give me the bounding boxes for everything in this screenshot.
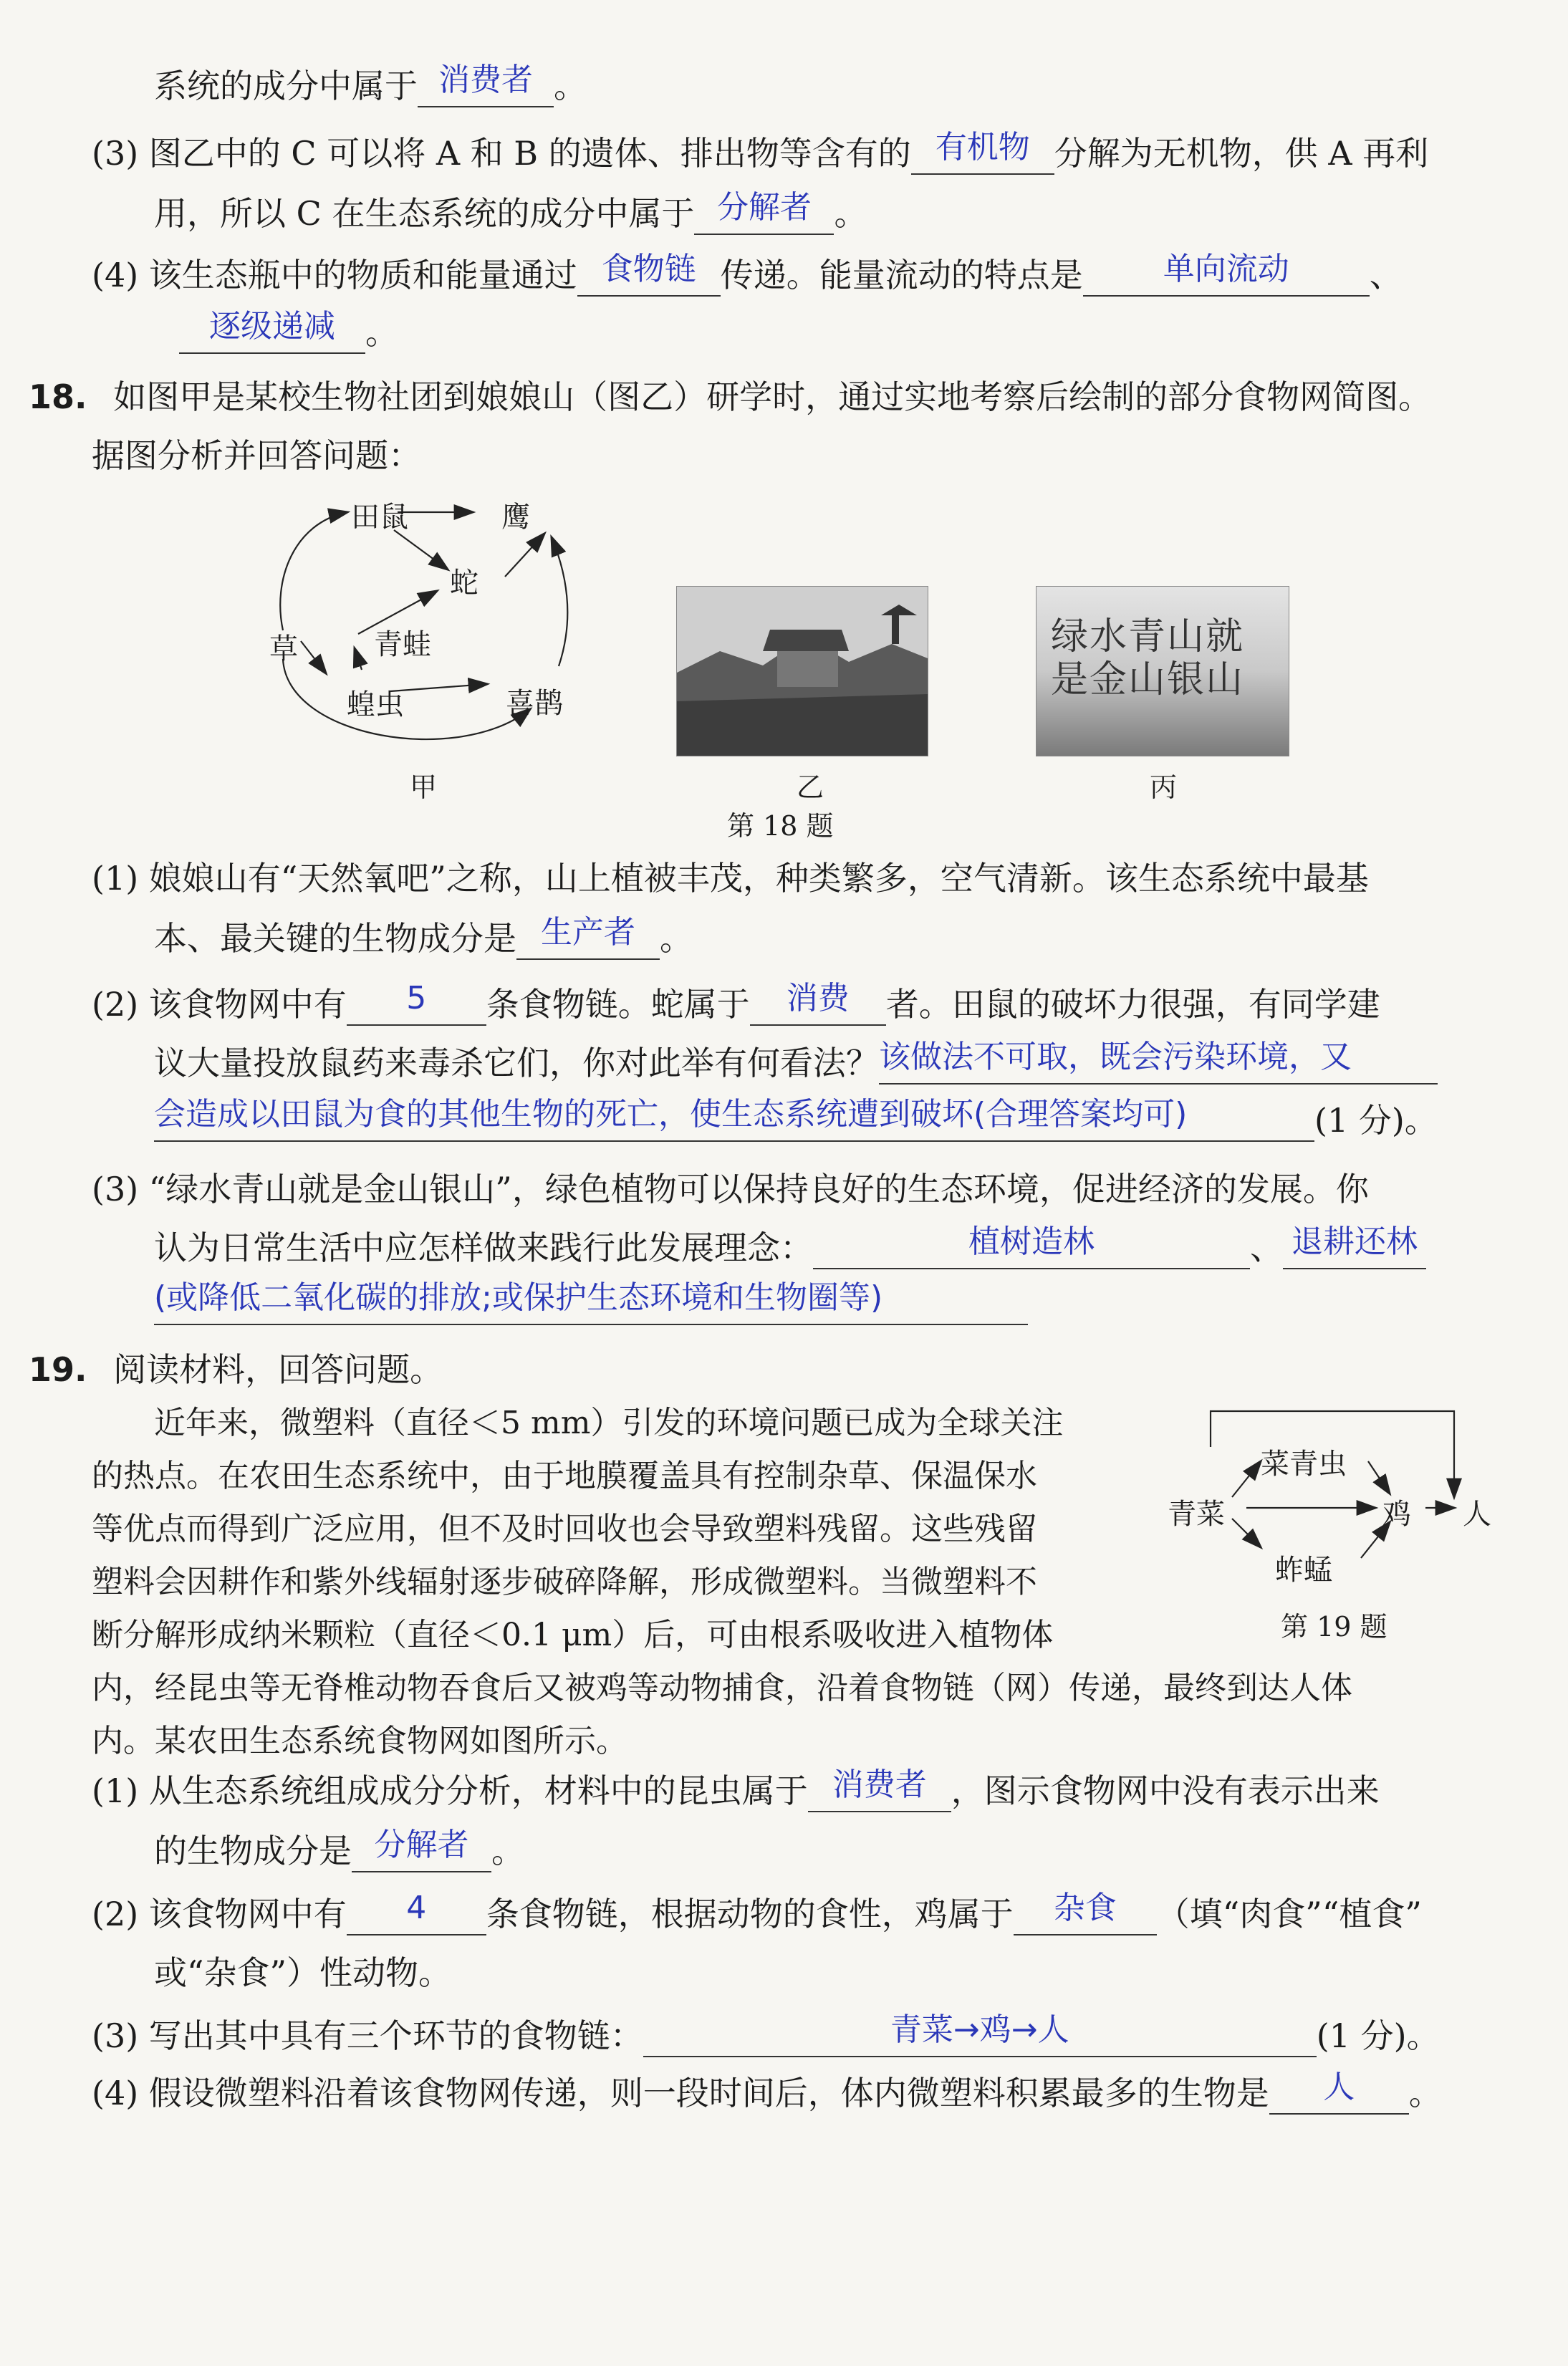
answer-blank[interactable]: 逐级递减: [179, 315, 365, 354]
answer-blank[interactable]: 消费者: [808, 1774, 951, 1812]
answer-blank[interactable]: 退耕还林: [1283, 1231, 1426, 1269]
figure-label-yi: 乙: [797, 771, 824, 803]
material-line: 塑料会因耕作和紫外线辐射逐步破碎降解，形成微塑料。当微塑料不: [92, 1564, 1037, 1600]
answer-blank[interactable]: 人: [1269, 2076, 1409, 2115]
q18-part2-line1: (2) 该食物网中有 5 条食物链。蛇属于 消费 者。田鼠的破坏力很强，有同学建: [92, 983, 1380, 1026]
q19-part4: (4) 假设微塑料沿着该食物网传递，则一段时间后，体内微塑料积累最多的生物是 人 。: [92, 2072, 1442, 2115]
arrow-xique-ying: [552, 537, 567, 666]
answer-blank[interactable]: 消费者: [418, 69, 554, 107]
material-line: 等优点而得到广泛应用，但不及时回收也会导致塑料残留。这些残留: [92, 1511, 1037, 1547]
photo-niangniang-mountain: [676, 586, 928, 756]
arrow-she-ying: [505, 534, 544, 577]
material-line: 的热点。在农田生态系统中，由于地膜覆盖具有控制杂草、保温保水: [92, 1458, 1037, 1494]
answer-blank[interactable]: 分解者: [352, 1834, 491, 1872]
arrow-huangchong-qingwa: [355, 648, 362, 670]
arrow-cao-xique: [283, 659, 530, 739]
q18-part1-line1: (1) 娘娘山有“天然氧吧”之称，山上植被丰茂，种类繁多，空气清新。该生态系统中最基: [92, 859, 1369, 898]
arrow-qingcai-caiqingchong: [1232, 1461, 1261, 1497]
slogan-text: 绿水青山就是金山银山: [1051, 615, 1245, 701]
figure-label-bing: 丙: [1150, 771, 1178, 803]
answer-blank[interactable]: 杂食: [1014, 1897, 1157, 1935]
answer-blank[interactable]: (或降低二氧化碳的排放;或保护生态环境和生物圈等): [154, 1287, 1028, 1325]
arrow-cao-huangchong: [301, 641, 326, 673]
q19-part1-line2: 的生物成分是 分解者 。: [154, 1829, 524, 1872]
q18-part3-line2: 认为日常生活中应怎样做来践行此发展理念： 植树造林 、 退耕还林: [154, 1226, 1426, 1269]
organism-label: 菜青虫: [1261, 1448, 1347, 1481]
answer-blank[interactable]: 会造成以田鼠为食的其他生物的死亡，使生态系统遭到破坏(合理答案均可): [154, 1103, 1314, 1142]
q19-part1-line1: (1) 从生态系统组成成分分析，材料中的昆虫属于 消费者 ，图示食物网中没有表示出来: [92, 1769, 1380, 1812]
q17-line4: (4) 该生态瓶中的物质和能量通过 食物链 传递。能量流动的特点是 单向流动 、: [92, 254, 1403, 297]
q19-part3: (3) 写出其中具有三个环节的食物链： 青菜→鸡→人 (1 分)。: [92, 2014, 1440, 2057]
q18-part2-line2: 议大量投放鼠药来毒杀它们，你对此举有何看法？该做法不可取，既会污染环境，又: [154, 1042, 1438, 1085]
arrow-cao-tianshu: [280, 512, 347, 630]
material-line: 内，经昆虫等无脊椎动物吞食后又被鸡等动物捕食，沿着食物链（网）传递，最终到达人体: [92, 1670, 1352, 1706]
q18-intro-line1: 18. 如图甲是某校生物社团到娘娘山（图乙）研学时，通过实地考察后绘制的部分食物网简图。: [29, 377, 1432, 416]
organism-label: 鸡: [1382, 1498, 1411, 1531]
organism-label: 蚱蜢: [1275, 1554, 1332, 1587]
q19-part2-line1: (2) 该食物网中有 4 条食物链，根据动物的食性，鸡属于 杂食 （填“肉食”“植食”: [92, 1893, 1422, 1935]
q18-part2-line3: 会造成以田鼠为食的其他生物的死亡，使生态系统遭到破坏(合理答案均可) (1 分)。: [154, 1099, 1438, 1142]
organism-label: 青菜: [1168, 1498, 1225, 1531]
answer-blank[interactable]: 植树造林: [813, 1231, 1250, 1269]
arrow-caiqingchong-ji: [1368, 1461, 1390, 1494]
answer-blank[interactable]: 生产者: [516, 921, 660, 960]
arrow-tianshu-she: [394, 530, 448, 569]
q18-intro-line2: 据图分析并回答问题：: [92, 436, 421, 475]
q19-intro: 19. 阅读材料，回答问题。: [29, 1350, 443, 1389]
answer-blank[interactable]: 4: [347, 1897, 486, 1935]
q17-line3: 用，所以 C 在生态系统的成分中属于 分解者 。: [154, 192, 867, 235]
material-line: 断分解形成纳米颗粒（直径＜0.1 μm）后，可由根系吸收进入植物体: [92, 1617, 1054, 1653]
photo-green-mountains-slogan: [1036, 586, 1289, 756]
organism-label: 人: [1463, 1498, 1491, 1531]
answer-blank[interactable]: 5: [347, 987, 486, 1026]
answer-blank[interactable]: 单向流动: [1083, 258, 1370, 297]
q19-part2-line2: 或“杂食”）性动物。: [154, 1953, 452, 1992]
answer-blank[interactable]: 食物链: [577, 258, 721, 297]
answer-blank[interactable]: 有机物: [911, 136, 1054, 175]
organism-label: 喜鹊: [506, 687, 563, 720]
material-line: 内。某农田生态系统食物网如图所示。: [92, 1723, 627, 1759]
question-number: 19.: [29, 1350, 87, 1389]
arrow-huangchong-xique: [390, 684, 487, 691]
q18-part3-line3: [154, 1279, 1028, 1325]
organism-label: 蛇: [450, 567, 478, 600]
q18-part3-line1: (3) “绿水青山就是金山银山”，绿色植物可以保持良好的生态环境，促进经济的发展。你: [92, 1170, 1369, 1208]
answer-blank[interactable]: 青菜→鸡→人: [643, 2019, 1317, 2057]
q17-line5: 逐级递减 。: [179, 311, 398, 354]
organism-label: 蝗虫: [347, 688, 404, 721]
q17-line2: (3) 图乙中的 C 可以将 A 和 B 的遗体、排出物等含有的 有机物 分解为无机物，供 A 再利: [92, 132, 1428, 175]
q17-line1: 系统的成分中属于 消费者 。: [154, 64, 587, 107]
figure-caption: 第 19 题: [1281, 1611, 1387, 1643]
organism-label: 田鼠: [351, 501, 408, 534]
answer-blank[interactable]: 分解者: [694, 196, 834, 235]
q18-part1-line2: 本、最关键的生物成分是 生产者 。: [154, 917, 693, 960]
organism-label: 鹰: [501, 501, 530, 534]
organism-label: 青蛙: [374, 628, 431, 661]
organism-label: 草: [269, 633, 298, 665]
arrow-qingcai-zhameng: [1232, 1519, 1261, 1547]
answer-blank[interactable]: 消费: [750, 987, 886, 1026]
question-number: 18.: [29, 377, 87, 416]
answer-blank[interactable]: 该做法不可取，既会污染环境，又: [879, 1046, 1438, 1085]
material-line: 近年来，微塑料（直径＜5 mm）引发的环境问题已成为全球关注: [154, 1405, 1064, 1441]
figure-caption: 第 18 题: [727, 810, 834, 842]
figure-label-jia: 甲: [410, 771, 438, 803]
